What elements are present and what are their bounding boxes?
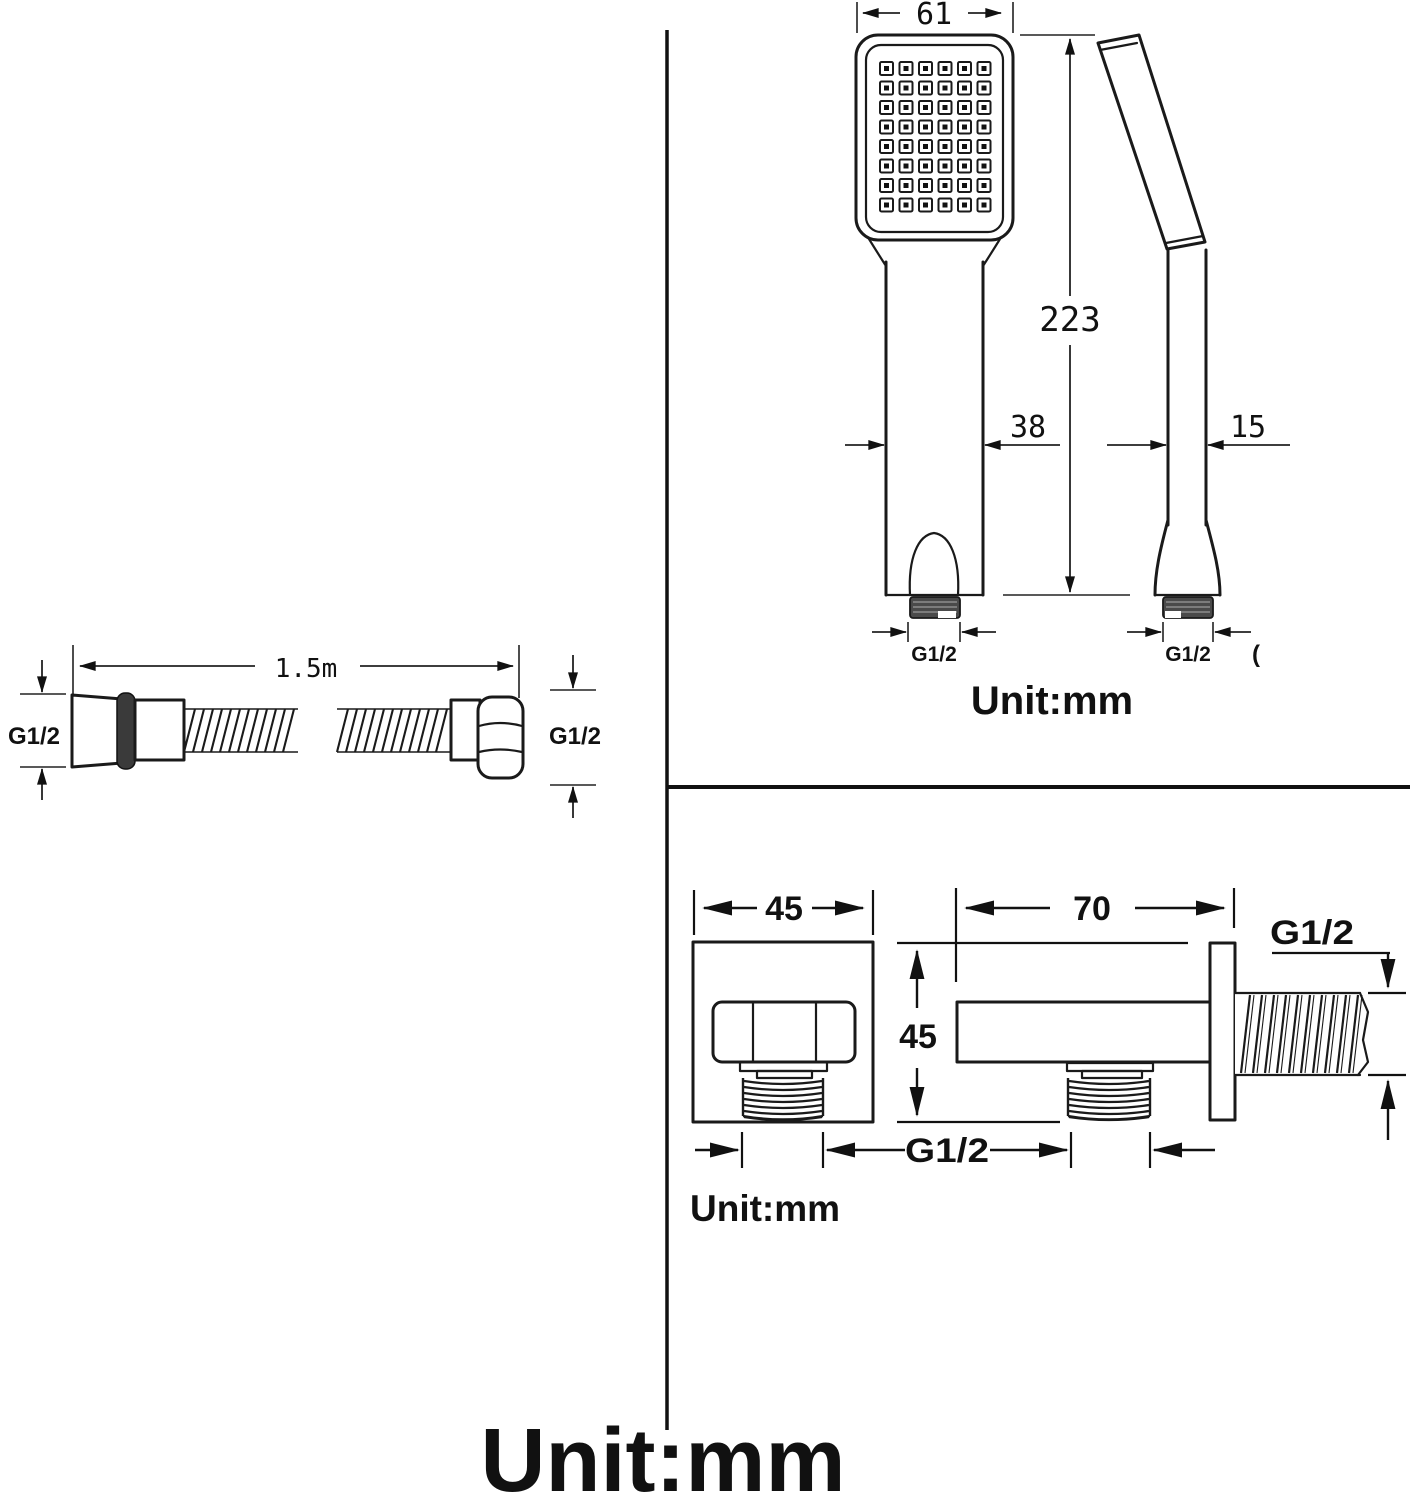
outlet-thread-front xyxy=(910,597,960,618)
thread-ridge xyxy=(1069,1111,1149,1114)
outlet-thread-side-ridges xyxy=(1068,1078,1150,1120)
thread-ridge xyxy=(1069,1105,1149,1108)
nozzle-dot xyxy=(962,66,967,71)
nozzle-dot xyxy=(943,66,948,71)
nozzle-dot xyxy=(962,164,967,169)
nozzle-dot xyxy=(943,86,948,91)
nozzle-dot xyxy=(904,105,909,110)
hex-connector-side xyxy=(1067,1063,1153,1078)
nozzle-dot xyxy=(962,86,967,91)
nozzle-dot xyxy=(904,164,909,169)
dimension-outlet-thread-side xyxy=(1127,622,1251,666)
shower-hose-view xyxy=(8,645,601,818)
elbow-body xyxy=(957,1002,1210,1062)
hose-rib xyxy=(211,709,222,752)
nozzle-dot xyxy=(904,183,909,188)
hose-rib xyxy=(391,709,402,752)
dimension-side-thickness xyxy=(1107,410,1290,445)
nozzle-dot xyxy=(982,66,987,71)
nozzle-dot xyxy=(923,164,928,169)
thread-size-label: G1/2 xyxy=(7,723,61,750)
dimension-total-length xyxy=(1003,35,1130,595)
stray-mark: ( xyxy=(1252,641,1260,668)
hose-rib xyxy=(283,709,294,752)
thread-highlight xyxy=(1165,611,1181,618)
nozzle-dot xyxy=(943,164,948,169)
thread-ridge xyxy=(1069,1099,1149,1102)
hose-rib xyxy=(229,709,240,752)
hose-rib xyxy=(184,709,195,752)
thread-ridge xyxy=(1069,1093,1149,1096)
nozzle-dot xyxy=(943,105,948,110)
hose-rib xyxy=(373,709,384,752)
dimension-handle-width xyxy=(845,410,1060,445)
dimension-head-width xyxy=(857,0,1013,33)
hose-rib xyxy=(274,709,285,752)
thread-highlight xyxy=(938,611,956,618)
outlet-bell-right xyxy=(1206,520,1220,595)
nozzle-dot xyxy=(884,183,889,188)
nozzle-dot xyxy=(962,183,967,188)
hose-cone-fitting xyxy=(72,695,122,767)
head-side-outline xyxy=(1098,35,1205,249)
dim-value-handle-width: 38 xyxy=(1009,410,1047,445)
hand-shower-side-view xyxy=(1098,35,1290,668)
nozzle-dot xyxy=(884,164,889,169)
nozzle-dot xyxy=(904,144,909,149)
thread-size-label: G1/2 xyxy=(911,643,957,666)
inner-cone-outline xyxy=(910,533,959,595)
thread-ridge xyxy=(1069,1087,1149,1090)
nozzle-dot xyxy=(904,125,909,130)
nozzle-dot xyxy=(923,125,928,130)
wall-outlet-front-view xyxy=(693,890,873,1122)
dimension-hose-thread-right xyxy=(549,655,601,818)
nozzle-dot xyxy=(943,183,948,188)
nozzle-dot xyxy=(923,86,928,91)
nozzle-dot xyxy=(982,183,987,188)
unit-label-footer: Unit:mm xyxy=(480,1411,846,1500)
dimension-outlet-threads xyxy=(695,1132,1215,1170)
hose-rib xyxy=(238,709,249,752)
hose-rib xyxy=(346,709,357,752)
thread-neck xyxy=(1082,1071,1142,1078)
hose-rib xyxy=(436,709,447,752)
hose-rib xyxy=(364,709,375,752)
nozzle-dot xyxy=(923,66,928,71)
nozzle-dot xyxy=(923,203,928,208)
hose-rib xyxy=(202,709,213,752)
nozzle-dot xyxy=(962,105,967,110)
nozzle-dot xyxy=(982,164,987,169)
nozzle-dot xyxy=(962,203,967,208)
outlet-thread-side xyxy=(1163,597,1213,618)
wall-plate-side xyxy=(1210,943,1235,1120)
hose-rib xyxy=(355,709,366,752)
dimension-hose-length xyxy=(73,645,519,700)
neck-curve-left xyxy=(869,239,886,266)
thread-size-label: G1/2 xyxy=(905,1132,989,1170)
nozzle-dot xyxy=(962,144,967,149)
dim-value-total-length: 223 xyxy=(1039,300,1101,340)
thread-size-label: G1/2 xyxy=(548,723,602,750)
nozzle-dot xyxy=(884,203,889,208)
nozzle-dot xyxy=(943,144,948,149)
nozzle-dot xyxy=(884,144,889,149)
nozzle-dot xyxy=(982,203,987,208)
hose-rib xyxy=(409,709,420,752)
unit-label-wall-outlet: Unit:mm xyxy=(690,1188,841,1229)
hose-rib xyxy=(247,709,258,752)
nozzle-dot xyxy=(904,66,909,71)
thread-bottom xyxy=(1068,1116,1150,1120)
thread-size-label: G1/2 xyxy=(1270,914,1354,952)
thread-ridge xyxy=(1069,1081,1149,1084)
dimension-body-length xyxy=(956,888,1234,982)
nozzle-dot xyxy=(923,105,928,110)
dim-value-hose-length: 1.5m xyxy=(274,654,338,684)
nozzle-dot xyxy=(943,125,948,130)
hose-corrugation xyxy=(184,709,451,752)
nozzle-dot xyxy=(982,86,987,91)
nozzle-dot xyxy=(982,144,987,149)
hose-rib xyxy=(427,709,438,752)
inlet-thread xyxy=(1235,993,1368,1075)
nozzle-dot xyxy=(982,125,987,130)
hose-rib xyxy=(337,709,348,752)
hose-rib xyxy=(220,709,231,752)
dimension-outlet-thread-front xyxy=(872,622,996,666)
hose-rib xyxy=(265,709,276,752)
outlet-bell-left xyxy=(1155,520,1168,595)
nozzle-dot xyxy=(943,203,948,208)
hose-rib xyxy=(193,709,204,752)
nozzle-dot xyxy=(923,183,928,188)
neck-curve-right xyxy=(983,239,1000,266)
hand-shower-front-view xyxy=(845,0,1060,666)
nozzle-dot xyxy=(884,66,889,71)
thread-size-label: G1/2 xyxy=(1165,643,1211,666)
hex-nut-outline xyxy=(478,697,523,778)
nozzle-dot xyxy=(962,125,967,130)
nozzle-dot xyxy=(884,125,889,130)
dimension-hose-thread-left xyxy=(8,660,66,800)
dim-value-plate-height: 45 xyxy=(899,1018,937,1056)
hose-hex-nut xyxy=(478,697,523,778)
dimension-plate-width xyxy=(694,890,873,935)
hose-ferrule-right xyxy=(451,700,480,760)
hose-rib xyxy=(382,709,393,752)
hose-rib xyxy=(400,709,411,752)
nozzle-dot xyxy=(884,86,889,91)
nozzle-dot xyxy=(982,105,987,110)
dim-value-head-width: 61 xyxy=(915,0,953,32)
dim-value-body-length: 70 xyxy=(1073,890,1111,928)
hex-nut-outline xyxy=(713,1002,855,1062)
hose-rib xyxy=(256,709,267,752)
hose-ferrule-left xyxy=(135,700,184,760)
washer xyxy=(1067,1063,1153,1071)
nozzle-dot xyxy=(884,105,889,110)
nozzle-dot xyxy=(923,144,928,149)
unit-label-hand-shower: Unit:mm xyxy=(970,679,1134,723)
hose-rib xyxy=(418,709,429,752)
hose-dark-band xyxy=(117,693,135,769)
dim-value-side-thickness: 15 xyxy=(1229,410,1267,445)
nozzle-dot xyxy=(904,203,909,208)
dim-value-plate-width: 45 xyxy=(765,890,803,928)
nozzle-dot xyxy=(904,86,909,91)
